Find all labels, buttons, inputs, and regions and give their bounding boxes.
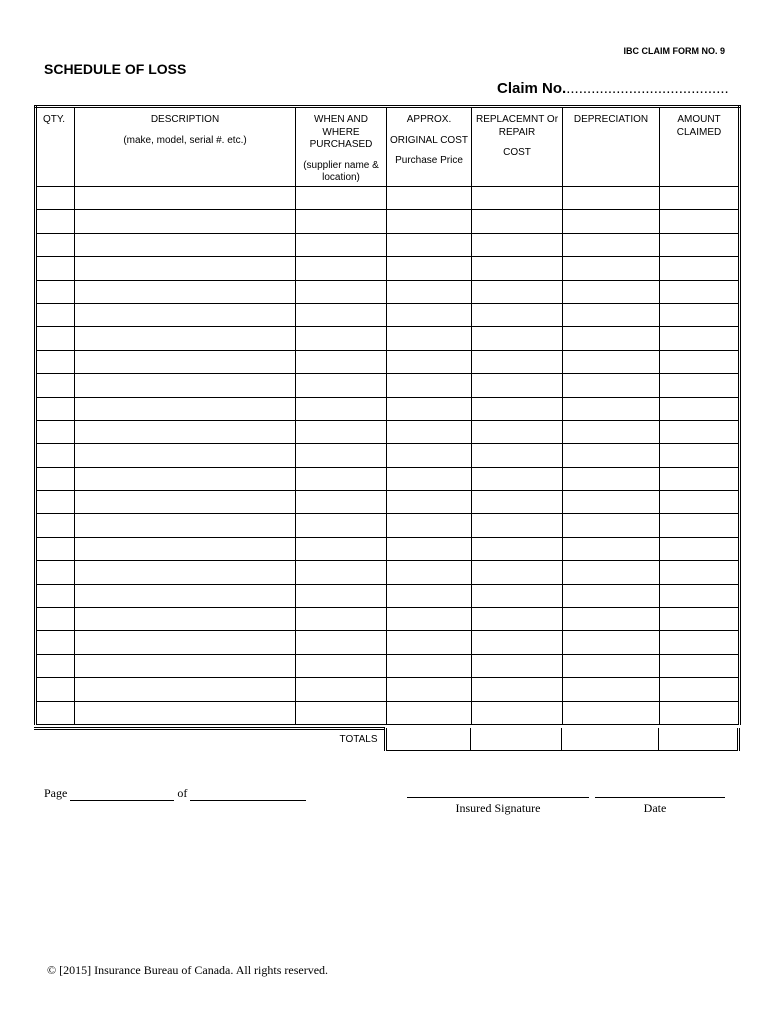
table-row <box>36 467 740 490</box>
table-cell[interactable] <box>296 654 387 677</box>
table-cell[interactable] <box>36 514 75 537</box>
table-cell[interactable] <box>660 280 740 303</box>
table-cell[interactable] <box>563 701 660 724</box>
table-cell[interactable] <box>660 537 740 560</box>
col-description-header <box>75 107 296 187</box>
table-row <box>36 420 740 443</box>
table-cell[interactable] <box>660 608 740 631</box>
table-cell[interactable] <box>296 678 387 701</box>
table-cell[interactable] <box>563 537 660 560</box>
table-cell[interactable] <box>75 561 296 584</box>
table-cell[interactable] <box>387 514 472 537</box>
table-cell[interactable] <box>296 257 387 280</box>
table-cell[interactable] <box>36 608 75 631</box>
table-cell[interactable] <box>563 491 660 514</box>
table-cell[interactable] <box>36 420 75 443</box>
table-cell[interactable] <box>36 631 75 654</box>
col-replacement-header <box>472 107 563 187</box>
col-approx-label: APPROX. <box>406 114 452 125</box>
table-cell[interactable] <box>472 420 563 443</box>
table-cell[interactable] <box>660 444 740 467</box>
table-cell[interactable] <box>296 374 387 397</box>
table-cell[interactable] <box>563 467 660 490</box>
table-cell[interactable] <box>75 654 296 677</box>
date-label: Date <box>643 801 667 815</box>
table-row <box>36 701 740 724</box>
table-cell[interactable] <box>75 584 296 607</box>
table-cell[interactable] <box>660 514 740 537</box>
table-cell[interactable] <box>387 561 472 584</box>
table-cell[interactable] <box>660 631 740 654</box>
table-row <box>36 514 740 537</box>
table-cell[interactable] <box>36 233 75 256</box>
table-cell[interactable] <box>387 654 472 677</box>
table-cell[interactable] <box>472 514 563 537</box>
table-cell[interactable] <box>75 537 296 560</box>
table-cell[interactable] <box>387 584 472 607</box>
table-cell[interactable] <box>36 303 75 326</box>
table-cell[interactable] <box>472 327 563 350</box>
table-cell[interactable] <box>563 350 660 373</box>
table-cell[interactable] <box>296 280 387 303</box>
table-cell[interactable] <box>387 327 472 350</box>
table-cell[interactable] <box>387 350 472 373</box>
table-cell[interactable] <box>75 280 296 303</box>
table-row <box>36 397 740 420</box>
table-row <box>36 631 740 654</box>
table-cell[interactable] <box>75 631 296 654</box>
table-cell[interactable] <box>472 584 563 607</box>
copyright-notice: © [2015] Insurance Bureau of Canada. All rights reserved. <box>47 963 329 977</box>
table-cell[interactable] <box>296 327 387 350</box>
table-cell[interactable] <box>472 210 563 233</box>
table-cell[interactable] <box>472 397 563 420</box>
table-cell[interactable] <box>387 187 472 210</box>
table-cell[interactable] <box>472 678 563 701</box>
table-cell[interactable] <box>563 608 660 631</box>
totals-original-cost-cell[interactable] <box>385 728 470 751</box>
col-approx-sub: Purchase Price <box>395 155 463 166</box>
col-replacement-sub: COST <box>503 147 531 158</box>
table-cell[interactable] <box>472 280 563 303</box>
table-cell[interactable] <box>472 654 563 677</box>
col-depreciation-header: DEPRECIATION <box>563 107 660 187</box>
claim-number-label <box>497 80 729 97</box>
table-cell[interactable] <box>660 701 740 724</box>
table-cell[interactable] <box>563 280 660 303</box>
table-cell[interactable] <box>296 608 387 631</box>
table-cell[interactable] <box>660 561 740 584</box>
date-line[interactable] <box>595 797 725 798</box>
table-cell[interactable] <box>660 491 740 514</box>
totals-amount-claimed-cell[interactable] <box>658 728 738 751</box>
table-cell[interactable] <box>296 701 387 724</box>
table-cell[interactable] <box>36 654 75 677</box>
totals-label: TOTALS <box>339 733 378 745</box>
col-description-sub: (make, model, serial #. etc.) <box>123 134 247 146</box>
col-replacement-label: REPLACEMNT Or REPAIR <box>475 114 559 138</box>
table-cell[interactable] <box>387 210 472 233</box>
col-when-where-sub: (supplier name & location) <box>303 159 379 183</box>
table-cell[interactable] <box>296 514 387 537</box>
table-row <box>36 584 740 607</box>
table-cell[interactable] <box>660 327 740 350</box>
table-cell[interactable] <box>563 514 660 537</box>
table-cell[interactable] <box>563 678 660 701</box>
table-cell[interactable] <box>75 210 296 233</box>
table-cell[interactable] <box>387 631 472 654</box>
table-row <box>36 654 740 677</box>
table-cell[interactable] <box>563 397 660 420</box>
table-cell[interactable] <box>36 584 75 607</box>
table-cell[interactable] <box>36 561 75 584</box>
signature-label: Insured Signature <box>455 801 541 815</box>
table-cell[interactable] <box>36 210 75 233</box>
table-cell[interactable] <box>563 654 660 677</box>
table-cell[interactable] <box>660 374 740 397</box>
table-cell[interactable] <box>36 397 75 420</box>
form-number: IBC CLAIM FORM NO. 9 <box>623 46 725 56</box>
table-cell[interactable] <box>472 491 563 514</box>
table-row <box>36 678 740 701</box>
table-cell[interactable] <box>660 210 740 233</box>
table-cell[interactable] <box>472 187 563 210</box>
table-cell[interactable] <box>36 467 75 490</box>
col-approx-header <box>387 107 472 187</box>
table-cell[interactable] <box>660 397 740 420</box>
col-description-label: DESCRIPTION <box>150 114 220 125</box>
table-cell[interactable] <box>36 537 75 560</box>
table-row <box>36 187 740 210</box>
table-cell[interactable] <box>563 561 660 584</box>
col-when-where-label: WHEN AND WHERE PURCHASED <box>309 114 373 150</box>
table-cell[interactable] <box>75 303 296 326</box>
table-cell[interactable] <box>296 397 387 420</box>
page-title: SCHEDULE OF LOSS <box>44 61 187 77</box>
table-cell[interactable] <box>75 467 296 490</box>
table-cell[interactable] <box>75 444 296 467</box>
table-cell[interactable] <box>472 701 563 724</box>
table-cell[interactable] <box>660 350 740 373</box>
table-cell[interactable] <box>472 303 563 326</box>
table-row <box>36 350 740 373</box>
table-row <box>36 491 740 514</box>
table-cell[interactable] <box>296 350 387 373</box>
table-cell[interactable] <box>563 420 660 443</box>
page-number-input[interactable] <box>70 788 174 801</box>
page-label: Page <box>44 786 68 800</box>
table-cell[interactable] <box>296 303 387 326</box>
table-row <box>36 210 740 233</box>
schedule-of-loss-table <box>34 105 741 725</box>
table-cell[interactable] <box>296 444 387 467</box>
table-cell[interactable] <box>36 280 75 303</box>
table-cell[interactable] <box>472 374 563 397</box>
page-total-input[interactable] <box>190 788 306 801</box>
table-cell[interactable] <box>472 233 563 256</box>
table-cell[interactable] <box>387 280 472 303</box>
table-cell[interactable] <box>660 467 740 490</box>
table-cell[interactable] <box>660 303 740 326</box>
table-cell[interactable] <box>472 257 563 280</box>
table-cell[interactable] <box>472 608 563 631</box>
table-cell[interactable] <box>472 444 563 467</box>
table-cell[interactable] <box>296 233 387 256</box>
table-cell[interactable] <box>563 327 660 350</box>
table-cell[interactable] <box>387 467 472 490</box>
table-cell[interactable] <box>296 491 387 514</box>
table-cell[interactable] <box>563 631 660 654</box>
table-cell[interactable] <box>472 467 563 490</box>
page-of-field <box>44 786 306 801</box>
table-cell[interactable] <box>472 350 563 373</box>
table-cell[interactable] <box>387 303 472 326</box>
col-when-where-header <box>296 107 387 187</box>
table-cell[interactable] <box>75 233 296 256</box>
table-cell[interactable] <box>387 701 472 724</box>
of-label: of <box>177 786 188 800</box>
table-cell[interactable] <box>36 350 75 373</box>
table-row <box>36 257 740 280</box>
table-cell[interactable] <box>660 584 740 607</box>
totals-row <box>34 728 740 751</box>
table-cell[interactable] <box>296 210 387 233</box>
table-header-row <box>36 107 740 187</box>
table-cell[interactable] <box>75 257 296 280</box>
table-cell[interactable] <box>563 210 660 233</box>
table-cell[interactable] <box>36 327 75 350</box>
table-cell[interactable] <box>387 608 472 631</box>
claim-label: Claim No. <box>497 80 567 97</box>
table-cell[interactable] <box>660 233 740 256</box>
table-cell[interactable] <box>296 584 387 607</box>
table-cell[interactable] <box>36 444 75 467</box>
col-qty-header: QTY. <box>36 107 75 187</box>
totals-replacement-cost-cell[interactable] <box>470 728 561 751</box>
table-cell[interactable] <box>36 701 75 724</box>
table-cell[interactable] <box>563 303 660 326</box>
table-cell[interactable] <box>36 374 75 397</box>
table-cell[interactable] <box>660 187 740 210</box>
table-row <box>36 303 740 326</box>
table-cell[interactable] <box>75 701 296 724</box>
claim-number-field[interactable]: ....................................... <box>566 80 729 97</box>
table-cell[interactable] <box>296 467 387 490</box>
table-cell[interactable] <box>75 678 296 701</box>
table-cell[interactable] <box>387 420 472 443</box>
table-cell[interactable] <box>387 233 472 256</box>
table-cell[interactable] <box>75 350 296 373</box>
table-cell[interactable] <box>387 444 472 467</box>
table-cell[interactable] <box>660 257 740 280</box>
table-bottom-rule <box>34 727 385 730</box>
table-row <box>36 327 740 350</box>
table-cell[interactable] <box>660 654 740 677</box>
table-row <box>36 561 740 584</box>
table-cell[interactable] <box>563 187 660 210</box>
totals-depreciation-cell[interactable] <box>561 728 658 751</box>
table-cell[interactable] <box>75 491 296 514</box>
table-cell[interactable] <box>387 491 472 514</box>
table-cell[interactable] <box>387 257 472 280</box>
table-cell[interactable] <box>75 420 296 443</box>
table-cell[interactable] <box>75 514 296 537</box>
signature-line[interactable] <box>407 797 589 798</box>
table-cell[interactable] <box>660 420 740 443</box>
table-cell[interactable] <box>296 631 387 654</box>
table-cell[interactable] <box>75 327 296 350</box>
table-cell[interactable] <box>36 187 75 210</box>
table-row <box>36 374 740 397</box>
table-row <box>36 280 740 303</box>
table-row <box>36 608 740 631</box>
col-amount-claimed-header: AMOUNT CLAIMED <box>660 107 740 187</box>
table-cell[interactable] <box>387 374 472 397</box>
table-cell[interactable] <box>563 257 660 280</box>
table-cell[interactable] <box>472 561 563 584</box>
table-row <box>36 233 740 256</box>
table-cell[interactable] <box>563 444 660 467</box>
table-cell[interactable] <box>387 537 472 560</box>
table-cell[interactable] <box>36 491 75 514</box>
table-cell[interactable] <box>296 187 387 210</box>
table-cell[interactable] <box>75 374 296 397</box>
table-cell[interactable] <box>75 187 296 210</box>
table-row <box>36 444 740 467</box>
table-cell[interactable] <box>472 537 563 560</box>
table-cell[interactable] <box>472 631 563 654</box>
table-cell[interactable] <box>75 608 296 631</box>
table-cell[interactable] <box>660 678 740 701</box>
table-cell[interactable] <box>387 678 472 701</box>
table-cell[interactable] <box>296 561 387 584</box>
table-cell[interactable] <box>296 537 387 560</box>
table-cell[interactable] <box>36 257 75 280</box>
table-cell[interactable] <box>296 420 387 443</box>
table-cell[interactable] <box>75 397 296 420</box>
table-cell[interactable] <box>387 397 472 420</box>
table-cell[interactable] <box>563 584 660 607</box>
table-cell[interactable] <box>563 374 660 397</box>
table-cell[interactable] <box>36 678 75 701</box>
table-row <box>36 537 740 560</box>
col-approx-original: ORIGINAL COST <box>390 134 468 146</box>
table-cell[interactable] <box>563 233 660 256</box>
